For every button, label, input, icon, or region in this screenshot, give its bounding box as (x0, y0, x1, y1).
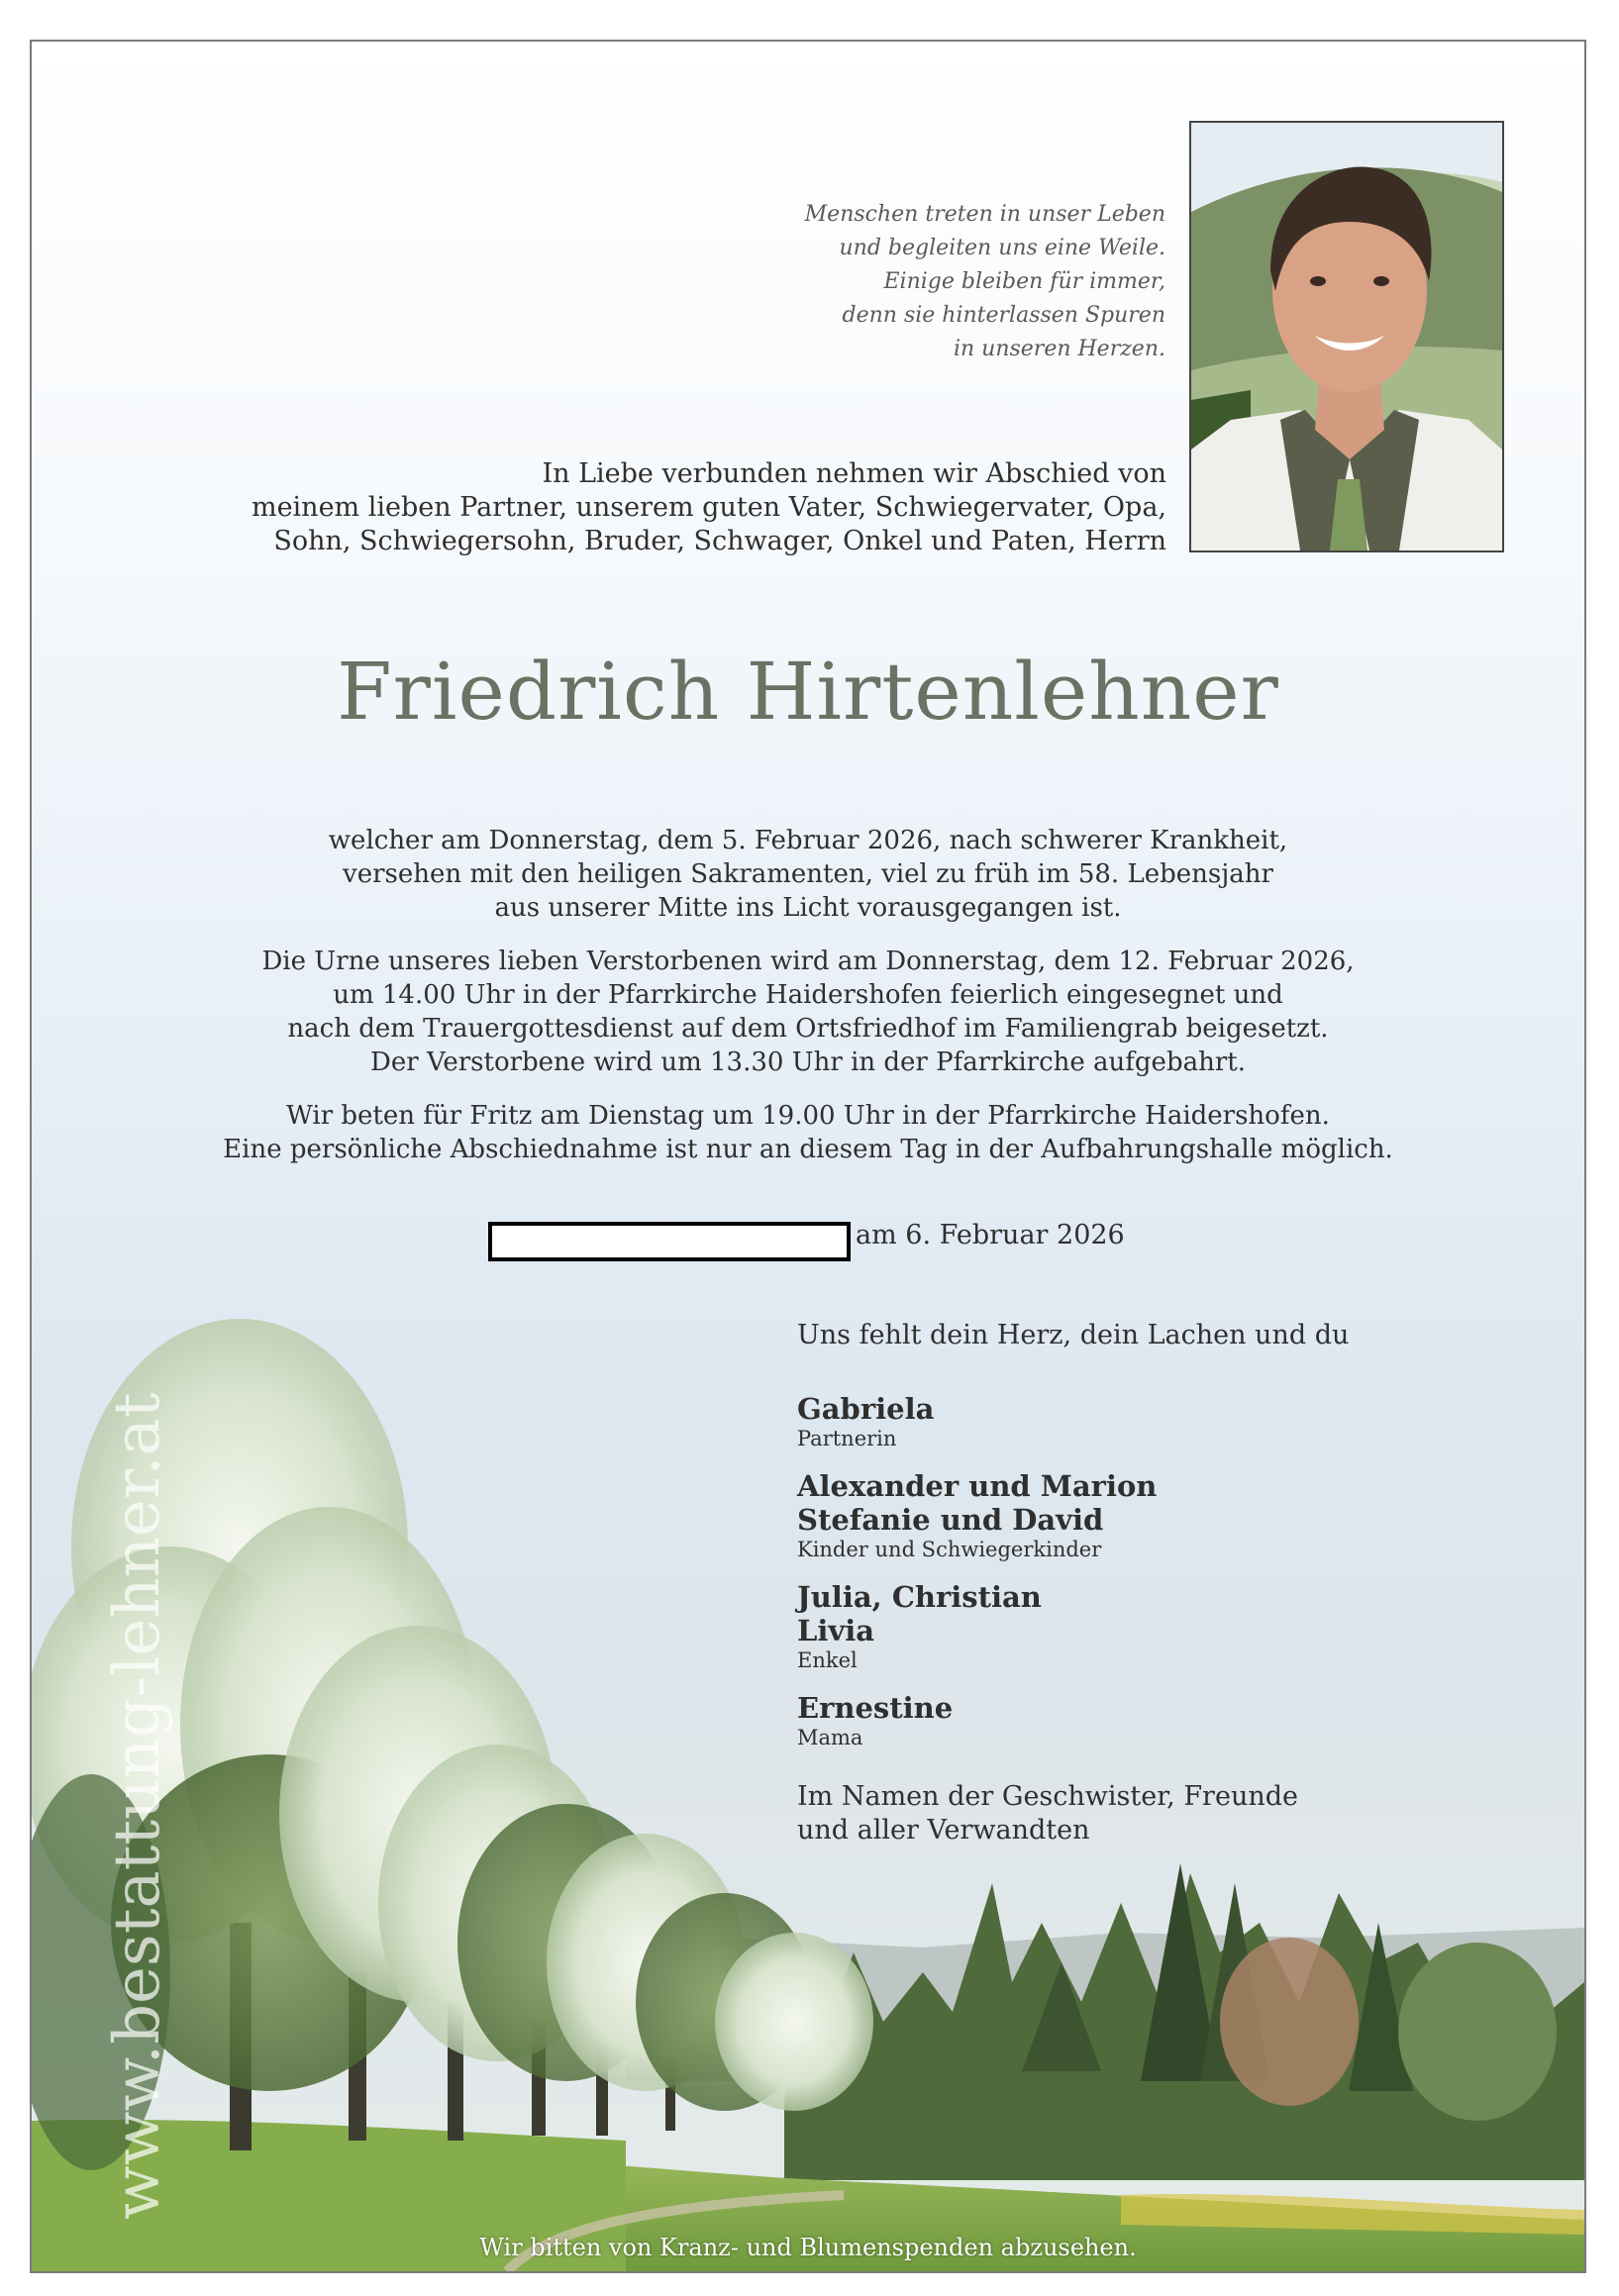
closing-line: Im Namen der Geschwister, Freunde (797, 1781, 1298, 1812)
family-names: Julia, Christian (797, 1580, 1042, 1614)
funeral-text (131, 945, 1485, 1079)
funeral-line: Der Verstorbene wird um 13.30 Uhr in der Pfarrkirche aufgebahrt. (370, 1048, 1246, 1077)
passing-line: versehen mit den heiligen Sakramenten, viel zu früh im 58. Lebensjahr (343, 859, 1273, 889)
closing-line: und aller Verwandten (797, 1815, 1090, 1846)
poem-line: und begleiten uns eine Weile. (839, 236, 1165, 260)
prayer-text (131, 1099, 1485, 1166)
poem-line: in unseren Herzen. (953, 337, 1165, 361)
family-list (797, 1319, 1490, 1847)
family-relation: Mama (797, 1726, 863, 1749)
funeral-line: um 14.00 Uhr in der Pfarrkirche Haidershofen feierlich eingesegnet und (333, 980, 1283, 1010)
poem (725, 198, 1165, 366)
passing-text (131, 824, 1485, 925)
prayer-line: Eine persönliche Abschiednahme ist nur an diesem Tag in der Aufbahrungshalle möglich. (223, 1135, 1393, 1164)
intro-line: meinem lieben Partner, unserem guten Vater, Schwiegervater, Opa, (251, 492, 1166, 523)
watermark: www.bestattung-lehner.at (101, 1392, 174, 2220)
family-relation: Partnerin (797, 1427, 897, 1450)
family-group (797, 1580, 1490, 1673)
poem-line: Menschen treten in unser Leben (804, 202, 1165, 227)
family-relation: Kinder und Schwiegerkinder (797, 1538, 1102, 1561)
portrait-photo (1189, 121, 1504, 552)
intro-line: In Liebe verbunden nehmen wir Abschied von (542, 458, 1166, 489)
family-names: Alexander und Marion (797, 1469, 1158, 1503)
poem-line: Einige bleiben für immer, (883, 269, 1165, 294)
family-lead: Uns fehlt dein Herz, dein Lachen und du (797, 1320, 1350, 1350)
passing-line: aus unserer Mitte ins Licht vorausgegangen ist. (494, 893, 1122, 923)
funeral-line: nach dem Trauergottesdienst auf dem Ortsfriedhof im Familiengrab beigesetzt. (287, 1014, 1329, 1044)
family-group (797, 1392, 1490, 1451)
family-closing (797, 1780, 1490, 1847)
obituary-card (30, 40, 1586, 2273)
family-names: Ernestine (797, 1691, 954, 1725)
deceased-name: Friedrich Hirtenlehner (337, 646, 1279, 738)
intro-text (210, 457, 1166, 558)
poem-line: denn sie hinterlassen Spuren (842, 303, 1165, 328)
family-group (797, 1691, 1490, 1750)
footer-note: Wir bitten von Kranz- und Blumenspenden abzusehen. (479, 2234, 1137, 2261)
funeral-line: Die Urne unseres lieben Verstorbenen wird am Donnerstag, dem 12. Februar 2026, (261, 947, 1355, 976)
family-names: Stefanie und David (797, 1503, 1104, 1537)
family-group (797, 1469, 1490, 1562)
family-names: Gabriela (797, 1392, 935, 1426)
intro-line: Sohn, Schwiegersohn, Bruder, Schwager, Onkel und Paten, Herrn (273, 526, 1166, 556)
redacted-place-box (488, 1222, 851, 1261)
passing-line: welcher am Donnerstag, dem 5. Februar 2026, nach schwerer Krankheit, (328, 826, 1288, 855)
family-relation: Enkel (797, 1648, 858, 1672)
family-names: Livia (797, 1614, 875, 1647)
prayer-line: Wir beten für Fritz am Dienstag um 19.00 Uhr in der Pfarrkirche Haidershofen. (286, 1101, 1330, 1131)
place-date: am 6. Februar 2026 (856, 1220, 1125, 1250)
